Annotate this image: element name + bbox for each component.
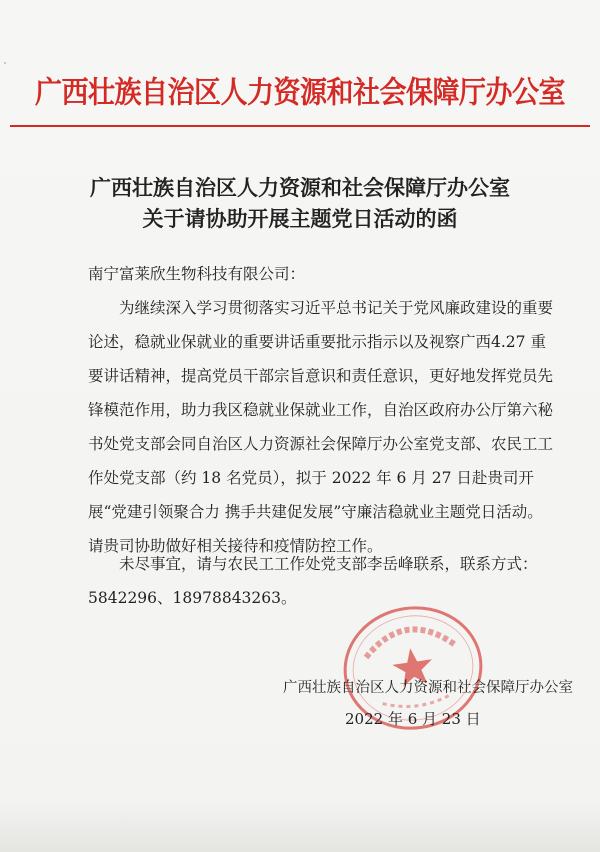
salutation: 南宁富莱欣生物科技有限公司： [88,265,306,283]
scan-speck [4,62,6,64]
letterhead-red-rule [10,125,590,127]
signature-date: 2022 年 6 月 23 日 [345,710,481,728]
scan-shadow [0,800,600,852]
letterhead: 广西壮族自治区人力资源和社会保障厅办公室 [35,75,565,111]
body-paragraph-2: 未尽事宜，请与农民工工作处党支部李岳峰联系，联系方式：5842296、18978843263。 [88,555,538,607]
body-paragraph-1: 为继续深入学习贯彻落实习近平总书记关于党风廉政建设的重要论述，稳就业保就业的重要讲话重要批示指示以及视察广西4.27 重要讲话精神，提高党员干部宗旨意识和责任意识，更好地发挥党员先锋模范作用，助力我区稳就业保就业工作，自治区政府办公厅第六秘书处党支部会同自治区人力资源社会保障厅办公室党支部、农民工工作处党支部（约 18 名党员），拟于 2022 年 6 月 27 日赴贵司开展“党建引领聚合力 携手共建促发展”守廉洁稳就业主题党日活动。请贵司协助做好相关接待和疫情防控工作。 [88,299,554,555]
signature-organization: 广西壮族自治区人力资源和社会保障厅办公室 [283,680,573,696]
document-title-line-1: 广西壮族自治区人力资源和社会保障厅办公室 [90,176,510,200]
document-title-line-2: 关于请协助开展主题党日活动的函 [142,207,458,231]
